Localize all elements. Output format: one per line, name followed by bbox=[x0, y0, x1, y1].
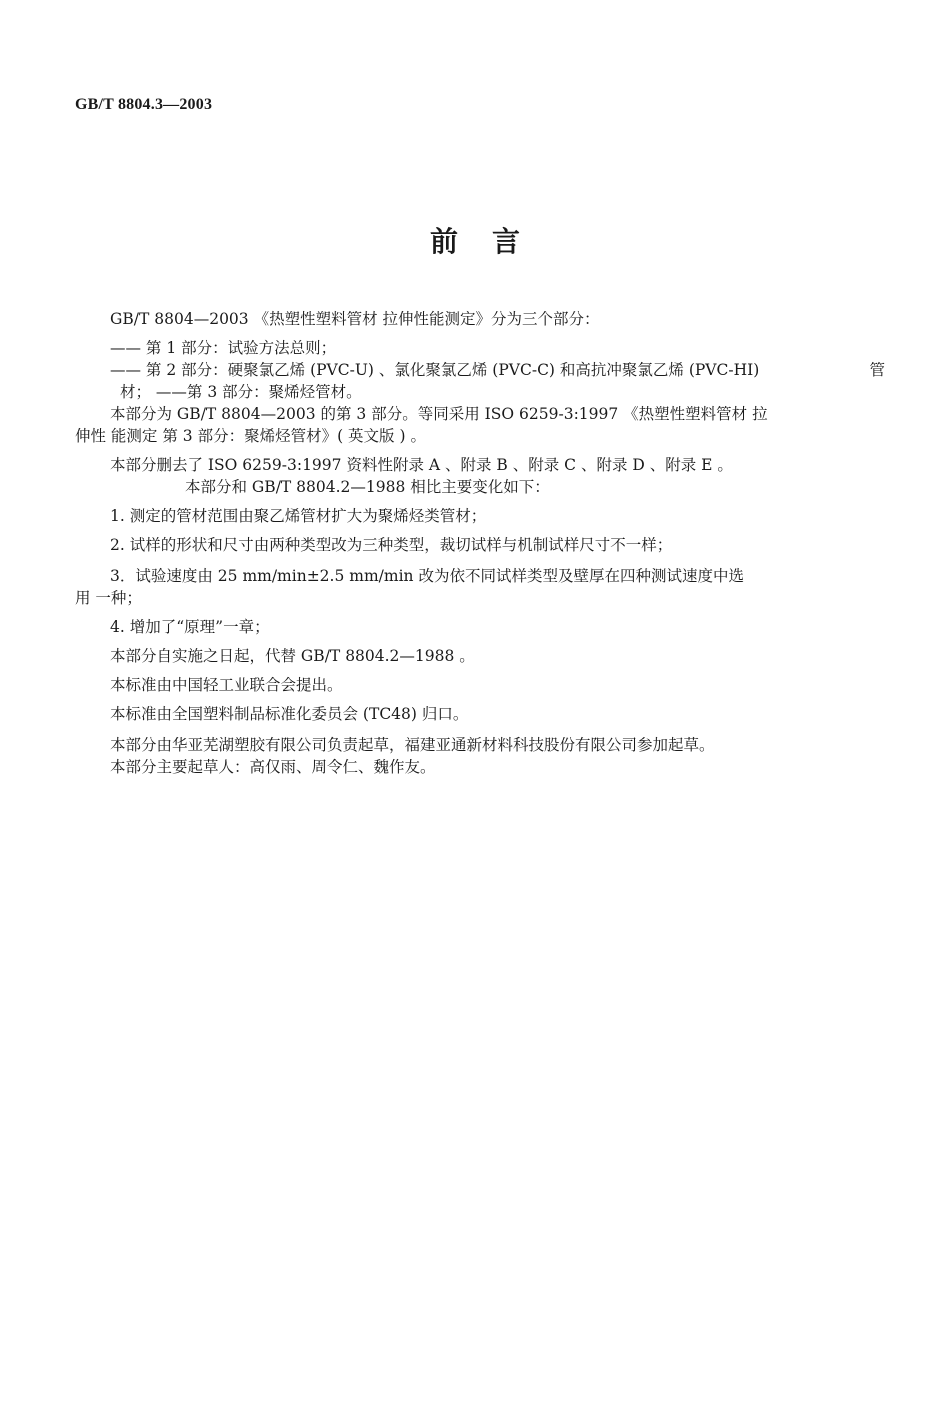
paragraph-replaces: 本部分自实施之日起，代替 GB/T 8804.2—1988 。 bbox=[110, 647, 475, 665]
paragraph-intro: GB/T 8804—2003 《热塑性塑料管材 拉伸性能测定》分为三个部分： bbox=[110, 310, 600, 328]
paragraph-adoption-text: 本部分为 GB/T 8804—2003 的第 3 部分。等同采用 ISO 6259-3:1997 《热塑性塑料管材 拉 bbox=[110, 405, 768, 423]
change-item-3-cont: 用 一种； bbox=[75, 589, 142, 607]
change-item-3: 3．试验速度由 25 mm/min±2.5 mm/min 改为依不同试样类型及壁厚在四种测试速度中选 bbox=[110, 567, 744, 585]
list-item-part1: —— 第 1 部分：试验方法总则； bbox=[110, 339, 337, 357]
standard-number: GB/T 8804.3—2003 bbox=[75, 96, 213, 113]
list-item-part2-tail: 管 bbox=[869, 361, 885, 379]
paragraph-adoption bbox=[75, 403, 885, 425]
paragraph-changes-intro: 本部分和 GB/T 8804.2—1988 相比主要变化如下： bbox=[185, 478, 550, 496]
change-item-2: 2. 试样的形状和尺寸由两种类型改为三种类型，裁切试样与机制试样尺寸不一样； bbox=[110, 536, 673, 554]
change-item-4: 4. 增加了“原理”一章； bbox=[110, 618, 270, 636]
paragraph-administered-by: 本标准由全国塑料制品标准化委员会 (TC48) 归口。 bbox=[110, 705, 469, 723]
paragraph-deletions: 本部分删去了 ISO 6259-3:1997 资料性附录 A 、附录 B 、附录 C 、附录 D 、附录 E 。 bbox=[110, 456, 733, 474]
paragraph-proposed-by: 本标准由中国轻工业联合会提出。 bbox=[110, 676, 343, 694]
change-item-1: 1. 测定的管材范围由聚乙烯管材扩大为聚烯烃类管材； bbox=[110, 507, 487, 525]
list-item-part2 bbox=[75, 359, 885, 381]
list-item-part2-text: —— 第 2 部分：硬聚氯乙烯 (PVC-U) 、氯化聚氯乙烯 (PVC-C) 和高抗冲聚氯乙烯 (PVC-HI) bbox=[110, 361, 760, 379]
list-item-part3: 材； ——第 3 部分：聚烯烃管材。 bbox=[120, 383, 362, 401]
paragraph-drafting-units: 本部分由华亚芜湖塑胶有限公司负责起草，福建亚通新材料科技股份有限公司参加起草。 bbox=[110, 736, 715, 754]
page-title: 前言 bbox=[429, 225, 554, 258]
foreword-body bbox=[75, 308, 885, 778]
paragraph-drafters: 本部分主要起草人：高仅雨、周令仁、魏作友。 bbox=[110, 758, 436, 776]
paragraph-adoption-cont: 伸性 能测定 第 3 部分：聚烯烃管材》( 英文版 ) 。 bbox=[75, 427, 426, 445]
